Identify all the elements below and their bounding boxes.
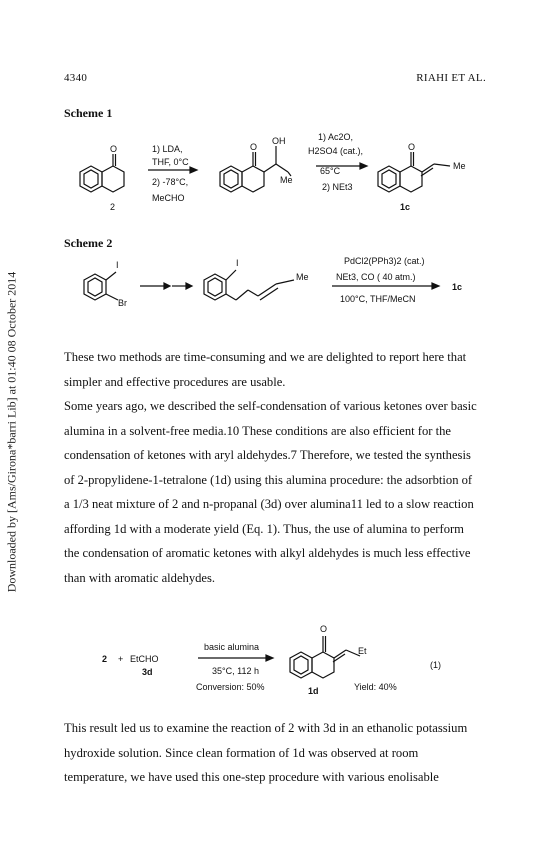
start-oxo-label: O <box>110 144 118 154</box>
text-line: temperature, we have used this one-step procedure with various enolisable <box>64 770 439 784</box>
scheme-2-title: Scheme 2 <box>64 236 113 250</box>
paragraph-2 <box>64 394 484 590</box>
equation-conditions: 35°C, 112 h <box>212 666 259 676</box>
product-1c-label: 1c <box>400 202 411 212</box>
scheme2-reagent-1: PdCl2(PPh3)2 (cat.) <box>344 256 425 266</box>
running-head: RIAHI ET AL. <box>416 72 486 84</box>
equation-number: (1) <box>430 660 441 670</box>
page-number: 4340 <box>64 72 88 84</box>
propanal-3d-label: 3d <box>142 667 153 677</box>
step2-reagent-1: 1) Ac2O, <box>318 132 354 142</box>
product-1d-substituent: Et <box>358 646 367 656</box>
step1-reagent-2: THF, 0°C <box>152 157 189 167</box>
alkene-intermediate-structure <box>204 270 294 300</box>
product-1d-oxo: O <box>320 624 328 634</box>
step1-reagent-1: 1) LDA, <box>152 144 183 154</box>
scheme2-reagent-2: NEt3, CO ( 40 atm.) <box>336 272 416 282</box>
sm-bromo-label: Br <box>118 298 127 308</box>
sm-iodo-label: I <box>116 260 119 270</box>
benzyl-bromide-structure <box>84 272 118 300</box>
step1-reagent-3: 2) -78°C, <box>152 177 189 187</box>
product-1d-label: 1d <box>308 686 319 696</box>
text-line: affording 1d with a moderate yield (Eq. 1). Thus, the use of alumina to perform <box>64 521 464 536</box>
conversion-value: Conversion: 50% <box>196 682 265 692</box>
int-methyl-label: Me <box>296 272 309 282</box>
scheme2-product-label: 1c <box>452 282 463 292</box>
arrow-head-2 <box>360 163 367 169</box>
step1-reagent-4: MeCHO <box>152 193 185 203</box>
text-line: hydroxide solution. Since clean formation of 1d was observed at room <box>64 745 419 760</box>
download-notice: Downloaded by [Ams/Girona*barri Lib] at 01:40 08 October 2014 <box>4 271 19 593</box>
intermediate-methyl-label: Me <box>280 175 293 185</box>
equation-arrow-head <box>266 655 273 661</box>
intermediate-hydroxyl-label: OH <box>272 136 286 146</box>
text-line: This result led us to examine the reaction of 2 with 3d in an ethanolic potassium <box>64 721 468 735</box>
text-line: alumina in a solvent-free media.10 These conditions are also efficient for the <box>64 423 452 438</box>
scheme-1-diagram <box>60 124 500 220</box>
step2-reagent-4: 2) NEt3 <box>322 182 353 192</box>
text-line: Some years ago, we described the self-condensation of various ketones over basic <box>64 399 477 413</box>
paragraph-3 <box>64 716 484 790</box>
basic-alumina-reagent: basic alumina <box>204 642 260 652</box>
propanal-formula: EtCHO <box>130 654 159 664</box>
product-oxo-label: O <box>408 142 416 152</box>
text-line: than with aromatic aldehydes. <box>64 570 216 585</box>
reactant-2-label: 2 <box>102 654 108 664</box>
int-iodo-label: I <box>236 258 239 268</box>
yield-value: Yield: 40% <box>354 682 397 692</box>
product-1c-structure <box>378 152 450 192</box>
text-line: the condensation of aromatic ketones with alkyl aldehydes is much less effective <box>64 546 471 560</box>
scheme2-reagent-3: 100°C, THF/MeCN <box>340 294 416 304</box>
scheme-2-diagram <box>60 250 500 316</box>
tetralone-2-structure <box>80 154 124 192</box>
product-1d-structure <box>290 636 360 678</box>
text-line: a 1/3 neat mixture of 2 and n-propanal (3d) over alumina11 led to a slow reaction <box>64 497 474 511</box>
text-line: simpler and effective procedures are usable. <box>64 374 286 389</box>
download-watermark <box>0 0 24 864</box>
text-line: These two methods are time-consuming and we are delighted to report here that <box>64 350 467 364</box>
text-line: condensation of ketones with aryl aldehydes.7 Therefore, we tested the synthesis <box>64 448 471 462</box>
arrow-head-1 <box>190 167 197 173</box>
equation-1-diagram <box>90 612 460 704</box>
aldol-intermediate-structure <box>220 146 291 192</box>
text-line: of 2-propylidene-1-tetralone (1d) using this alumina procedure: the adsorbtion of <box>64 472 473 487</box>
product-substituent-label: Me <box>453 161 466 171</box>
step2-reagent-2: H2SO4 (cat.), <box>308 146 364 156</box>
plus-sign: + <box>118 654 124 664</box>
intermediate-oxo-label: O <box>250 142 258 152</box>
start-compound-label: 2 <box>110 202 116 212</box>
scheme-1-title: Scheme 1 <box>64 106 113 120</box>
step2-reagent-3: 65°C <box>320 166 341 176</box>
paragraph-1 <box>64 345 484 394</box>
